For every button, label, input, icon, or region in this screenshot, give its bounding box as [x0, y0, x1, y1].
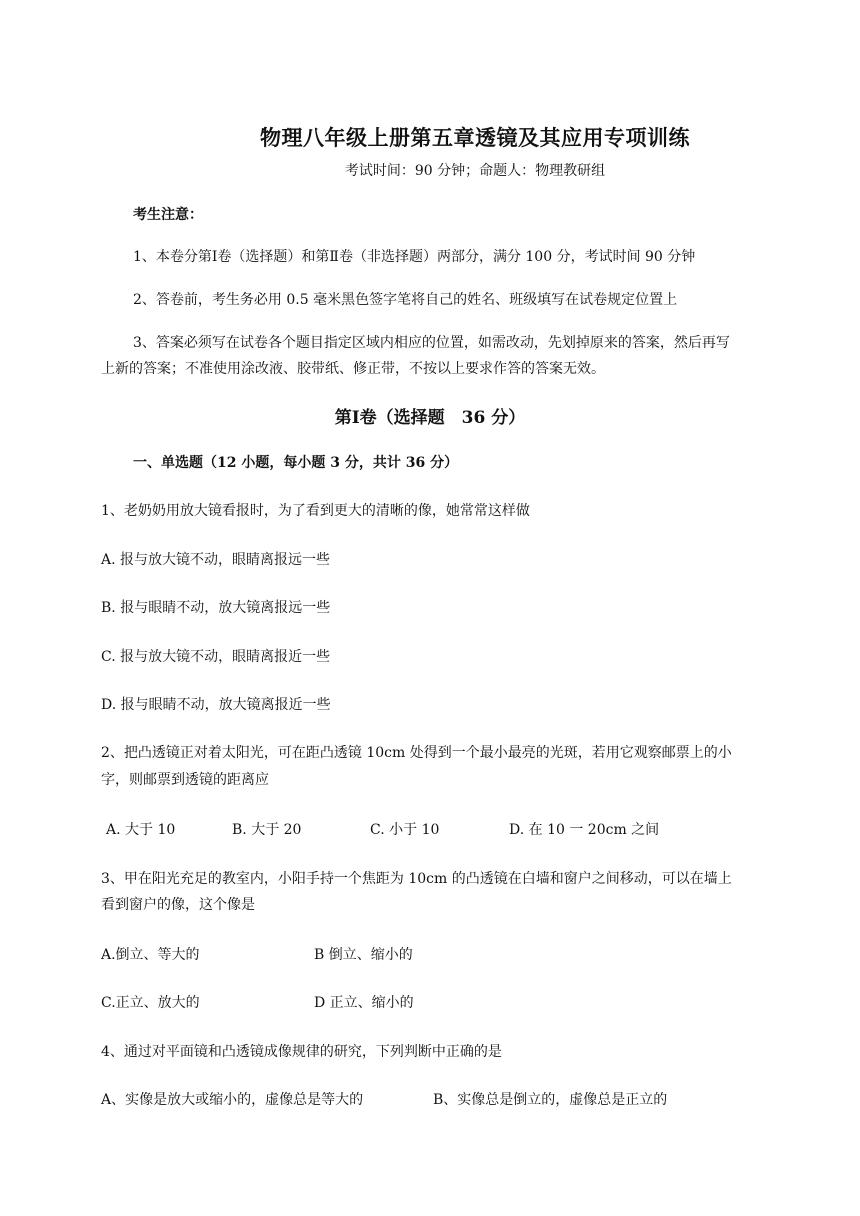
notice-item-1: 1、本卷分第Ⅰ卷（选择题）和第Ⅱ卷（非选择题）两部分，满分 100 分，考试时间 90 分钟: [133, 249, 696, 265]
question-2-option-b: B. 大于 20: [232, 822, 302, 838]
notice-heading: 考生注意：: [133, 207, 203, 223]
part-heading: 一、单选题（12 小题，每小题 3 分，共计 36 分）: [133, 455, 459, 471]
question-2-stem-cont: 字，则邮票到透镜的距离应: [101, 772, 269, 788]
exam-info: 考试时间：90 分钟；命题人：物理教研组: [344, 163, 606, 179]
section-title: 第Ⅰ卷（选择题 36 分）: [334, 408, 526, 428]
question-3-option-c: C.正立、放大的: [101, 995, 200, 1011]
question-1-option-d: D. 报与眼睛不动，放大镜离报近一些: [101, 697, 331, 713]
question-4-option-b: B、实像总是倒立的，虚像总是正立的: [433, 1092, 668, 1108]
question-4-stem: 4、通过对平面镜和凸透镜成像规律的研究，下列判断中正确的是: [101, 1044, 502, 1060]
page-title: 物理八年级上册第五章透镜及其应用专项训练: [260, 125, 690, 150]
question-4-option-a: A、实像是放大或缩小的，虚像总是等大的: [101, 1092, 364, 1108]
notice-item-3: 3、答案必须写在试卷各个题目指定区域内相应的位置，如需改动，先划掉原来的答案，然后再写: [133, 335, 730, 351]
question-3-option-a: A.倒立、等大的: [101, 947, 200, 963]
notice-item-3-cont: 上新的答案；不准使用涂改液、胶带纸、修正带，不按以上要求作答的答案无效。: [101, 361, 605, 377]
question-1-option-a: A. 报与放大镜不动，眼睛离报远一些: [101, 552, 331, 568]
question-3-option-d: D 正立、缩小的: [314, 995, 414, 1011]
notice-item-2: 2、答卷前，考生务必用 0.5 毫米黑色签字笔将自己的姓名、班级填写在试卷规定位置上: [133, 292, 678, 308]
question-3-option-b: B 倒立、缩小的: [314, 947, 413, 963]
question-1-option-b: B. 报与眼睛不动，放大镜离报远一些: [101, 600, 331, 616]
question-2-stem: 2、把凸透镜正对着太阳光，可在距凸透镜 10cm 处得到一个最小最亮的光斑，若用它观察邮票上的小: [101, 745, 732, 761]
question-2-option-a: A. 大于 10: [106, 822, 176, 838]
question-1-option-c: C. 报与放大镜不动，眼睛离报近一些: [101, 649, 331, 665]
question-3-stem-cont: 看到窗户的像，这个像是: [101, 897, 255, 913]
question-2-option-d: D. 在 10 一 20cm 之间: [509, 822, 660, 838]
question-3-stem: 3、甲在阳光充足的教室内，小阳手持一个焦距为 10cm 的凸透镜在白墙和窗户之间移动，可以在墙上: [101, 871, 732, 887]
question-1-stem: 1、老奶奶用放大镜看报时，为了看到更大的清晰的像，她常常这样做: [101, 503, 530, 519]
question-2-option-c: C. 小于 10: [370, 822, 440, 838]
